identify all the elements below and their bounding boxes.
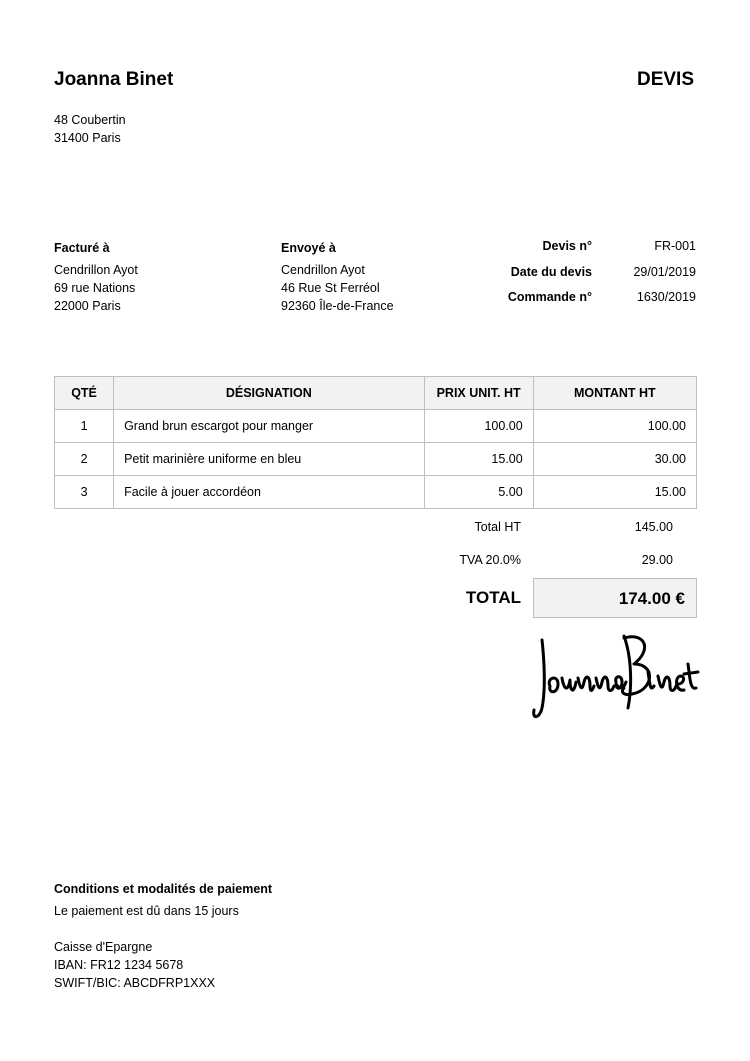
table-header-row [55,377,697,410]
bank-name: Caisse d'Epargne [54,940,153,954]
order-number-row [460,290,696,316]
shipped-to-line: Cendrillon Ayot [281,263,365,277]
shipped-to-title: Envoyé à [281,241,336,255]
quote-number-row [460,239,696,265]
cell-description: Petit marinière uniforme en bleu [114,443,424,476]
quote-date-value: 29/01/2019 [633,264,696,279]
sender-name: Joanna Binet [54,69,174,90]
column-header-qty: QTÉ [55,377,114,410]
totals-block [423,510,697,618]
quote-date-label: Date du devis [510,264,592,279]
tax-label: TVA 20.0% [459,552,521,567]
quote-number-label: Devis n° [542,239,592,253]
column-header-amount: MONTANT HT [533,377,696,410]
tax-value: 29.00 [641,552,673,567]
payment-terms-text: Le paiement est dû dans 15 jours [54,904,239,918]
quote-date-row [460,265,696,291]
subtotal-value: 145.00 [634,519,673,534]
cell-description: Grand brun escargot pour manger [114,410,424,443]
cell-description: Facile à jouer accordéon [114,476,424,509]
sender-address-line: 31400 Paris [54,131,121,145]
payment-terms [54,880,272,920]
grand-total-value: 174.00 € [533,578,697,618]
cell-unit-price: 15.00 [424,443,533,476]
cell-qty: 1 [55,410,114,443]
sender-address [54,111,126,147]
cell-amount: 30.00 [533,443,696,476]
cell-amount: 100.00 [533,410,696,443]
sender-address-line: 48 Coubertin [54,113,126,127]
billed-to-line: 69 rue Nations [54,281,136,295]
column-header-unit-price: PRIX UNIT. HT [424,377,533,410]
billed-to-line: 22000 Paris [54,299,121,313]
cell-amount: 15.00 [533,476,696,509]
bank-iban: IBAN: FR12 1234 5678 [54,958,184,972]
signature-image [528,628,700,728]
shipped-to-line: 46 Rue St Ferréol [281,281,380,295]
quote-meta [460,239,696,316]
table-row [55,476,697,509]
shipped-to-line: 92360 Île-de-France [281,299,394,313]
bank-details [54,938,215,992]
cell-unit-price: 100.00 [424,410,533,443]
subtotal-row [423,510,697,543]
items-table [54,376,697,509]
column-header-description: DÉSIGNATION [114,377,424,410]
shipped-to-block [281,239,394,315]
bank-swift: SWIFT/BIC: ABCDFRP1XXX [54,976,216,990]
cell-unit-price: 5.00 [424,476,533,509]
document-type: DEVIS [636,69,694,90]
payment-terms-title: Conditions et modalités de paiement [54,882,273,896]
cell-qty: 2 [55,443,114,476]
cell-qty: 3 [55,476,114,509]
quote-number-value: FR-001 [654,239,696,253]
grand-total-row [423,578,697,618]
subtotal-label: Total HT [474,519,521,534]
table-row [55,410,697,443]
table-row [55,443,697,476]
billed-to-block [54,239,138,315]
grand-total-label: TOTAL [465,588,521,607]
tax-row [423,543,697,576]
billed-to-line: Cendrillon Ayot [54,263,138,277]
order-number-value: 1630/2019 [636,290,696,304]
order-number-label: Commande n° [507,290,592,304]
billed-to-title: Facturé à [54,241,110,255]
